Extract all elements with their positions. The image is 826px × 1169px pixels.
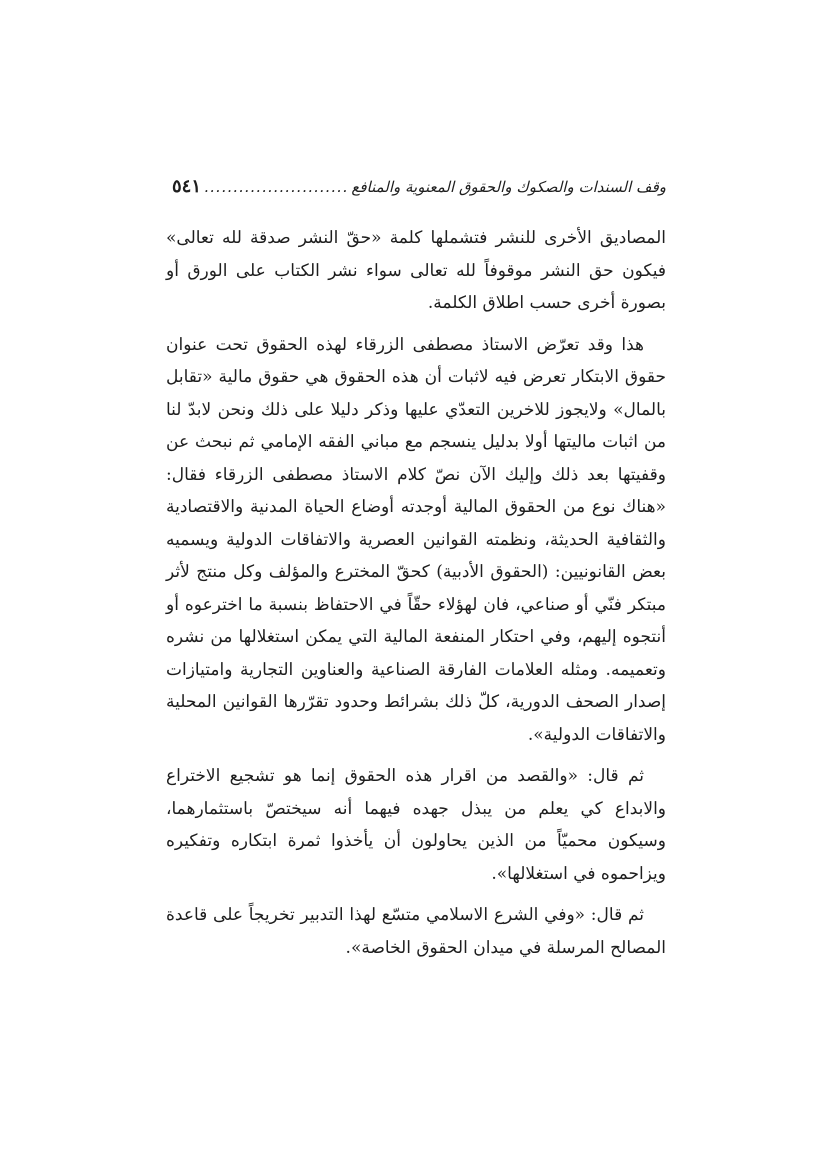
paragraph-text: ثم قال: «وفي الشرع الاسلامي متسّع لهذا التدبير تخريجاً على قاعدة المصالح المرسلة في ميدان الحقوق الخاصة». bbox=[166, 905, 666, 958]
header-leader-dots bbox=[204, 178, 348, 196]
paragraph-purpose-quote bbox=[166, 760, 666, 890]
paragraph-text: المصاديق الأخرى للنشر فتشملها كلمة «حقّ النشر صدقة لله تعالى» فيكون حق النشر موقوفاً لله تعالى سواء نشر الكتاب على الورق أو بصورة أخرى حسب اطلاق الكلمة. bbox=[166, 228, 667, 313]
page-number: ٥٤١ bbox=[172, 176, 202, 197]
paragraph-continuation bbox=[166, 222, 666, 320]
running-header-title: وقف السندات والصكوك والحقوق المعنوية والمنافع bbox=[351, 178, 666, 196]
paragraph-sharia-quote bbox=[166, 899, 666, 964]
running-header bbox=[172, 176, 666, 202]
body-text bbox=[166, 222, 666, 973]
paragraph-text: هذا وقد تعرّض الاستاذ مصطفى الزرقاء لهذه الحقوق تحت عنوان حقوق الابتكار تعرض فيه لاثبات أن هذه الحقوق هي حقوق مالية «تقابل بالمال» ولايجوز للاخرين التعدّي عليها وذكر دليلا على ذلك ونحن لابدّ لنا من اثبات ماليتها أولا بدليل ينسجم مع مباني الفقه الإمامي ثم نبحث عن وقفيتها بعد ذلك وإليك الآن نصّ كلام الاستاذ مصطفى الزرقاء فقال: «هناك نوع من الحقوق المالية أوجدته أوضاع الحياة المدنية والاقتصادية والثقافية الحديثة، ونظمته القوانين العصرية والاتفاقات الدولية ويسميه بعض القانونيين: (الحقوق الأدبية) كحقّ المخترع والمؤلف وكل منتج لأثر مبتكر فنّي أو صناعي، فان لهؤلاء حقّاً في الاحتفاظ بنسبة ما اخترعوه أو أنتجوه إليهم، وفي احتكار المنفعة المالية التي يمكن استغلالها من نشره وتعميمه. ومثله العلامات الفارقة الصناعية والعناوين التجارية وامتيازات إصدار الصحف الدورية، كلّ ذلك بشرائط وحدود تقرّرها القوانين المحلية والاتفاقات الدولية». bbox=[166, 334, 666, 745]
paragraph-text: ثم قال: «والقصد من اقرار هذه الحقوق إنما هو تشجيع الاختراع والابداع كي يعلم من يبذل جهده فيهما أنه سيختصّ باستثمارهما، وسيكون محميّاً من الذين يحاولون أن يأخذوا ثمرة ابتكاره وتفكيره ويزاحموه في استغلالها». bbox=[166, 766, 666, 884]
paragraph-zarqa-rights bbox=[166, 329, 666, 752]
